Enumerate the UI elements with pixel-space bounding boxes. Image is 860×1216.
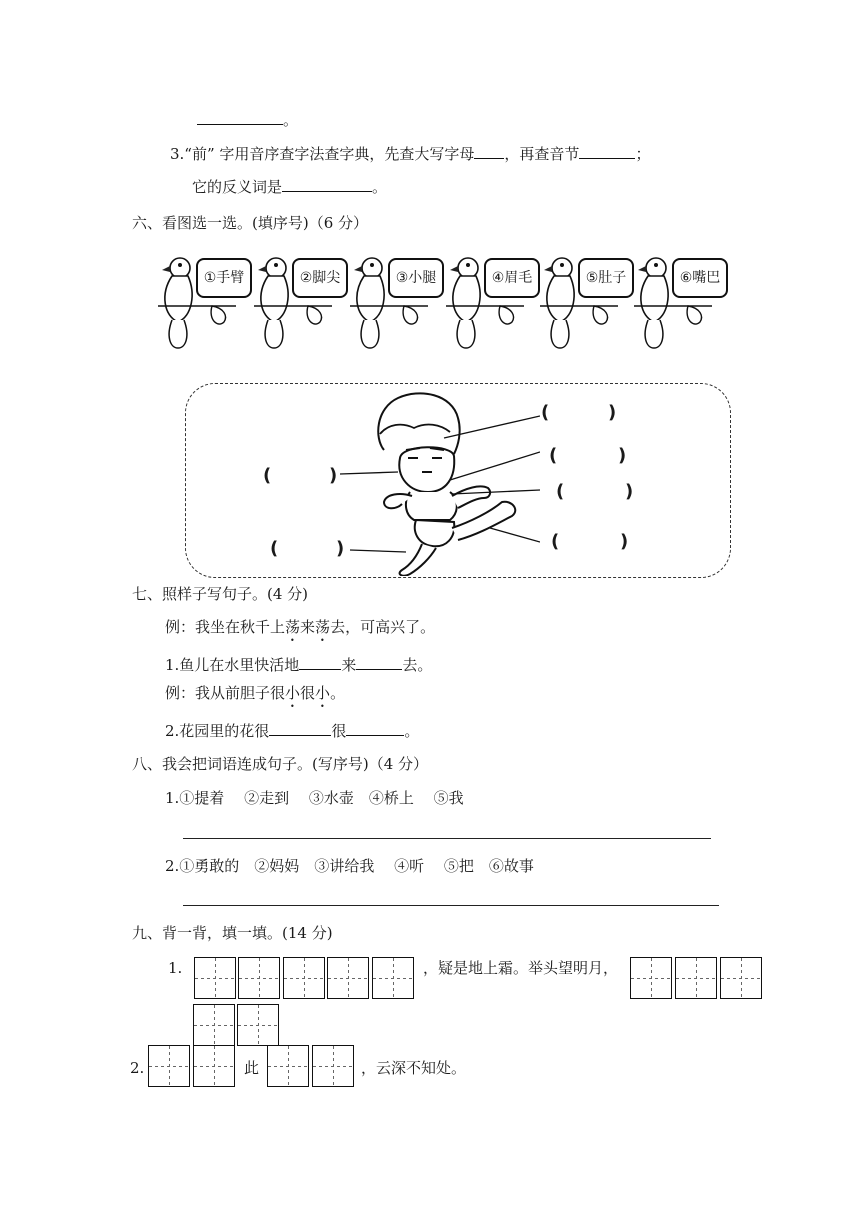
tianzige-box[interactable] <box>327 957 369 999</box>
syllable-blank[interactable] <box>579 142 635 159</box>
answer-paren-close: ) <box>620 531 629 552</box>
bird-card-5 <box>540 250 636 354</box>
tianzige-box[interactable] <box>238 957 280 999</box>
tianzige-box[interactable] <box>148 1045 190 1087</box>
tianzige-box[interactable] <box>372 957 414 999</box>
tianzige-box[interactable] <box>675 957 717 999</box>
answer-line[interactable] <box>183 838 711 839</box>
answer-blank[interactable] <box>356 653 402 670</box>
poem-2-middle: 此 <box>244 1059 260 1077</box>
bird-label: ⑤肚子 <box>578 258 634 298</box>
bird-label: ⑥嘴巴 <box>672 258 728 298</box>
answer-line[interactable] <box>183 905 719 906</box>
answer-paren-close: ) <box>618 445 627 466</box>
question-7-1: 1.鱼儿在水里快活地 来 去。 <box>165 653 432 675</box>
bird-label: ④眉毛 <box>484 258 540 298</box>
answer-blank[interactable] <box>269 719 331 736</box>
tianzige-box[interactable] <box>312 1045 354 1087</box>
tianzige-box[interactable] <box>720 957 762 999</box>
section-8-title: 八、我会把词语连成句子。(写序号)（4 分） <box>132 755 429 773</box>
poem-1-text: ，疑是地上霜。举头望明月， <box>423 959 619 977</box>
poem-2-number: 2. <box>130 1059 145 1077</box>
answer-paren-close: ) <box>608 402 617 423</box>
bird-card-2 <box>254 250 350 354</box>
bird-card-4 <box>446 250 542 354</box>
answer-blank[interactable] <box>346 719 404 736</box>
answer-blank[interactable] <box>299 653 341 670</box>
answer-paren-open: ( <box>549 445 558 466</box>
answer-paren-open: ( <box>541 402 550 423</box>
answer-paren-close: ) <box>336 538 345 559</box>
section-6-title: 六、看图选一选。(填序号)（6 分） <box>132 214 369 232</box>
bird-label: ③小腿 <box>388 258 444 298</box>
answer-paren-open: ( <box>263 465 272 486</box>
bird-card-6 <box>634 250 730 354</box>
answer-paren-close: ) <box>329 465 338 486</box>
answer-paren-close: ) <box>625 481 634 502</box>
question-7-2: 2.花园里的花很 很 。 <box>165 719 419 741</box>
poem-1-number: 1. <box>168 959 183 977</box>
section-7-title: 七、照样子写句子。(4 分) <box>132 585 309 603</box>
q3-line2: 它的反义词是 。 <box>192 175 387 197</box>
tianzige-box[interactable] <box>630 957 672 999</box>
bird-card-3 <box>350 250 446 354</box>
answer-paren-open: ( <box>270 538 279 559</box>
bird-label: ①手臂 <box>196 258 252 298</box>
poem-2-text: ，云深不知处。 <box>361 1059 467 1077</box>
example-2: 例：我从前胆子很小很小。 <box>165 684 346 702</box>
answer-paren-open: ( <box>551 531 560 552</box>
answer-paren-open: ( <box>556 481 565 502</box>
antonym-blank[interactable] <box>282 175 372 192</box>
running-boy-icon <box>340 388 540 576</box>
prev-answer-line: 。 <box>197 108 298 130</box>
question-8-2: 2.①勇敢的 ②妈妈 ③讲给我 ④听 ⑤把 ⑥故事 <box>165 857 534 875</box>
section-9-title: 九、背一背，填一填。(14 分) <box>132 924 333 942</box>
tianzige-box[interactable] <box>237 1004 279 1046</box>
example-1: 例：我坐在秋千上荡来荡去，可高兴了。 <box>165 618 436 636</box>
tianzige-box[interactable] <box>193 1004 235 1046</box>
bird-label: ②脚尖 <box>292 258 348 298</box>
tianzige-box[interactable] <box>194 957 236 999</box>
letter-blank[interactable] <box>474 142 504 159</box>
answer-blank[interactable] <box>197 108 283 125</box>
q3-line1: 3.“前” 字用音序查字法查字典，先查大写字母 ，再查音节 ； <box>170 142 650 164</box>
tianzige-box[interactable] <box>193 1045 235 1087</box>
tianzige-box[interactable] <box>267 1045 309 1087</box>
tianzige-box[interactable] <box>283 957 325 999</box>
bird-card-1 <box>158 250 254 354</box>
question-8-1: 1.①提着 ②走到 ③水壶 ④桥上 ⑤我 <box>165 789 464 807</box>
